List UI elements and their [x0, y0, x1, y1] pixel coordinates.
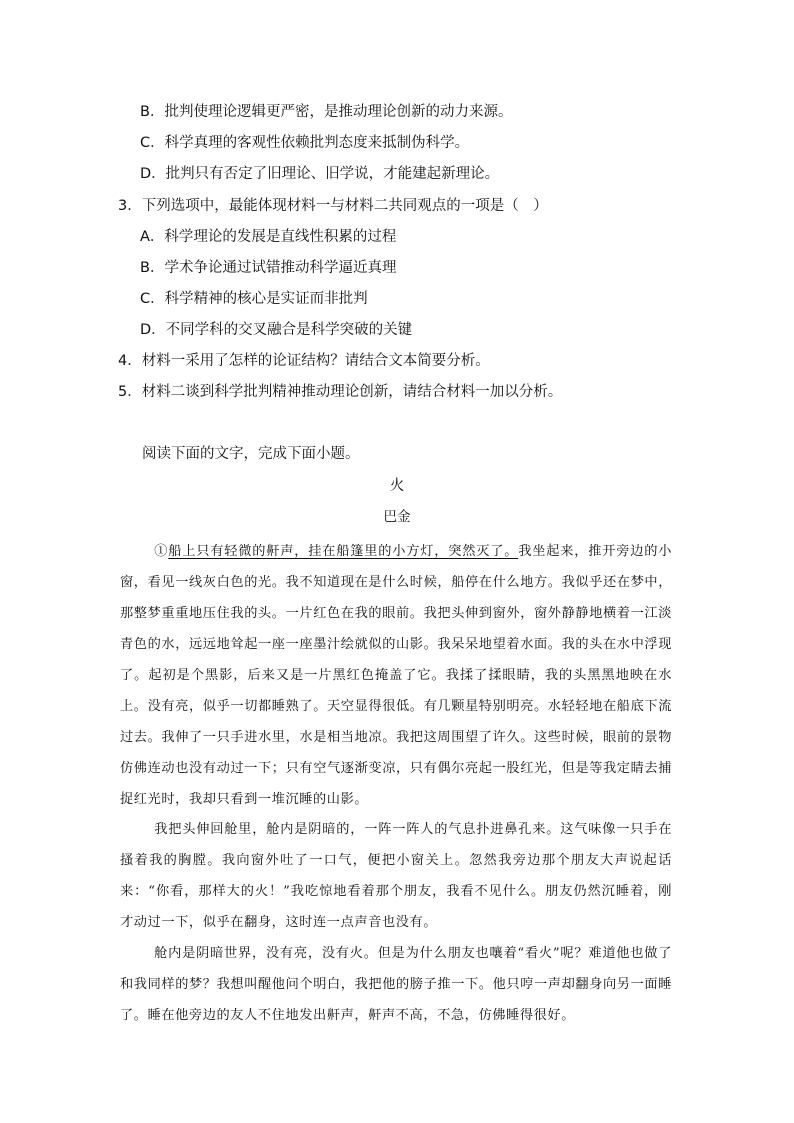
q4-stem: 4．材料一采用了怎样的论证结构？请结合文本简要分析。 — [118, 353, 490, 369]
q3-stem: 3．下列选项中，最能体现材料一与材料二共同观点的一项是（ ） — [118, 198, 548, 214]
paragraph-2 — [120, 814, 672, 938]
q2-option-d: D．批判只有否定了旧理论、旧学说，才能建起新理论。 — [140, 166, 500, 182]
paragraph-3-text: 舱内是阴暗世界，没有亮，没有火。但是为什么朋友也嚷着“看火”呢？难道他也做了和我同样的梦？我想叫醒他问个明白，我把他的膀子推一下。他只哼一声却翻身向另一面睡了。睡在他旁边的友人不住地发出鼾声，鼾声不高，不急，仿佛睡得很好。 — [120, 946, 672, 1023]
paragraph-3 — [120, 938, 672, 1031]
q5-stem: 5．材料二谈到科学批判精神推动理论创新，请结合材料一加以分析。 — [118, 384, 563, 400]
q2-option-c: C．科学真理的客观性依赖批判态度来抵制伪科学。 — [140, 135, 470, 151]
passage-author: 巴金 — [383, 509, 411, 525]
q3-option-d: D．不同学科的交叉融合是科学突破的关键 — [140, 322, 413, 338]
paragraph-1 — [120, 536, 672, 815]
q2-option-b: B．批判使理论逻辑更严密，是推动理论创新的动力来源。 — [140, 104, 513, 120]
q3-option-b: B．学术争论通过试错推动科学逼近真理 — [140, 260, 397, 276]
paragraph-2-text: 我把头伸回舱里，舱内是阴暗的，一阵一阵人的气息扑进鼻孔来。这气味像一只手在搔着我的胸膛。我向窗外吐了一口气，便把小窗关上。忽然我旁边那个朋友大声说起话来：“你看，那样大的火！”我吃惊地看着那个朋友，我看不见什么。朋友仍然沉睡着，刚才动过一下，似乎在翻身，这时连一点声音也没有。 — [120, 822, 672, 930]
paragraph-1-text: 我坐起来，推开旁边的小窗，看见一线灰白色的光。我不知道现在是什么时候，船停在什么地方。我似乎还在梦中，那整梦重重地压住我的头。一片红色在我的眼前。我把头伸到窗外，窗外静静地横着一江淡青色的水，远远地耸起一座一座墨汁绘就似的山影。我呆呆地望着水面。我的头在水中浮现了。起初是个黑影，后来又是一片黑红色掩盖了它。我揉了揉眼睛，我的头黑黑地映在水上。没有亮，似乎一切都睡熟了。天空显得很低。有几颗星特别明亮。水轻轻地在船底下流过去。我伸了一只手进水里，水是相当地凉。我把这周围望了许久。这些时候，眼前的景物仿佛连动也没有动过一下；只有空气逐渐变凉，只有偶尔亮起一股红光，但是等我定睛去捕捉红光时，我却只看到一堆沉睡的山影。 — [120, 544, 673, 807]
q3-option-c: C．科学精神的核心是实证而非批判 — [140, 291, 368, 307]
q3-option-a: A．科学理论的发展是直线性积累的过程 — [140, 229, 397, 245]
underlined-sentence: 船上只有轻微的鼾声，挂在船篷里的小方灯，突然灭了。 — [168, 544, 519, 559]
passage-title: 火 — [389, 478, 405, 494]
reading-intro: 阅读下面的文字，完成下面小题。 — [142, 446, 360, 462]
paragraph-marker: ① — [154, 544, 169, 559]
